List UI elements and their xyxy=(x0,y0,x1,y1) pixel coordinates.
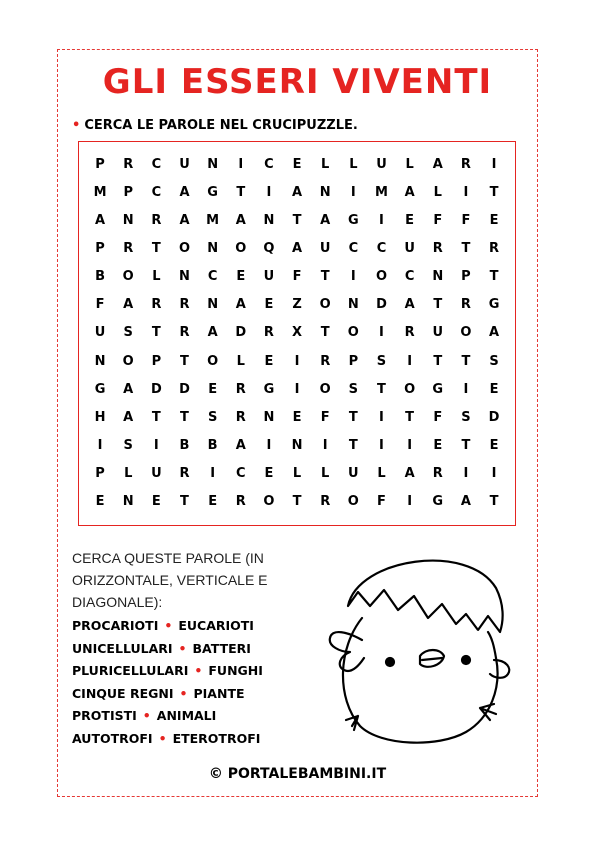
grid-cell: T xyxy=(180,494,189,510)
grid-cell: A xyxy=(235,437,246,453)
grid-cell: O xyxy=(122,269,134,285)
grid-cell: D xyxy=(150,381,162,397)
grid-cell: A xyxy=(489,325,500,341)
word-item: UNICELLULARI xyxy=(72,640,173,656)
grid-cell: N xyxy=(207,297,219,313)
word-list xyxy=(72,615,332,750)
grid-cell: B xyxy=(95,269,106,285)
grid-cell: I xyxy=(379,437,384,453)
grid-cell: R xyxy=(179,466,190,482)
grid-cell: G xyxy=(348,212,359,228)
grid-cell: N xyxy=(263,212,275,228)
grid-cell: R xyxy=(432,240,443,256)
grid-cell: O xyxy=(178,240,191,256)
grid-cell: A xyxy=(179,184,190,200)
grid-cell: F xyxy=(433,212,443,228)
grid-cell: B xyxy=(207,437,218,453)
grid-cell: A xyxy=(123,297,134,313)
word-list-row xyxy=(72,728,332,751)
grid-cell: T xyxy=(461,353,471,369)
word-item: PROCARIOTI xyxy=(72,618,159,633)
grid-cell: P xyxy=(151,353,162,369)
grid-cell: A xyxy=(123,381,134,397)
grid-cell: I xyxy=(379,212,384,228)
grid-cell: N xyxy=(179,269,190,285)
grid-cell: N xyxy=(263,409,275,425)
word-list-row xyxy=(72,615,332,638)
word-list-row xyxy=(72,638,332,661)
grid-cell: O xyxy=(235,240,247,256)
grid-cell: S xyxy=(123,325,133,341)
word-item: PLURICELLULARI xyxy=(72,663,189,678)
grid-cell: I xyxy=(97,437,103,453)
grid-cell: I xyxy=(379,325,384,341)
grid-cell: L xyxy=(377,466,386,482)
grid-cell: N xyxy=(432,269,444,285)
grid-cell: I xyxy=(407,353,413,369)
bullet-separator: • xyxy=(194,663,203,678)
grid-cell: U xyxy=(348,466,359,482)
grid-cell: N xyxy=(122,494,134,510)
word-item: BATTERI xyxy=(192,640,251,656)
grid-cell: T xyxy=(292,212,302,228)
instruction-text: CERCA LE PAROLE NEL CRUCIPUZZLE. xyxy=(84,118,358,133)
grid-cell: E xyxy=(405,212,415,228)
word-item: CINQUE REGNI xyxy=(72,685,174,701)
grid-cell: G xyxy=(207,184,218,200)
grid-cell: C xyxy=(151,184,162,200)
grid-cell: U xyxy=(94,325,106,341)
grid-cell: L xyxy=(321,466,330,482)
word-item: EUCARIOTI xyxy=(178,618,254,633)
grid-cell: E xyxy=(151,494,161,510)
grid-cell: G xyxy=(432,381,444,397)
grid-cell: T xyxy=(236,184,246,200)
grid-cell: R xyxy=(235,494,246,510)
grid-cell: C xyxy=(376,240,387,256)
grid-cell: U xyxy=(404,240,415,256)
grid-cell: T xyxy=(377,381,386,397)
grid-cell: T xyxy=(489,269,499,285)
grid-cell: Q xyxy=(263,240,275,256)
grid-cell: O xyxy=(319,381,331,397)
grid-cell: L xyxy=(405,156,414,172)
word-item: ANIMALI xyxy=(156,708,217,723)
grid-cell: T xyxy=(461,437,471,453)
grid-cell: I xyxy=(379,409,384,425)
grid-cell: U xyxy=(376,156,387,172)
word-item: ETEROTROFI xyxy=(172,730,261,746)
grid-cell: N xyxy=(291,437,303,453)
grid-cell: A xyxy=(95,212,106,228)
grid-cell: L xyxy=(433,184,442,200)
grid-cell: O xyxy=(263,494,275,510)
grid-cell: E xyxy=(433,437,443,453)
page-title: GLI ESSERI VIVENTI xyxy=(102,62,493,102)
grid-cell: R xyxy=(489,240,500,256)
grid-cell: A xyxy=(292,184,303,200)
grid-cell: O xyxy=(375,269,387,285)
grid-cell: I xyxy=(407,494,413,510)
grid-cell: U xyxy=(179,156,190,172)
grid-cell: I xyxy=(266,184,272,200)
grid-cell: E xyxy=(264,466,274,482)
grid-cell: P xyxy=(123,184,133,200)
grid-cell: R xyxy=(320,353,331,369)
grid-cell: T xyxy=(151,240,161,256)
grid-cell: L xyxy=(124,466,133,482)
grid-cell: G xyxy=(94,381,106,397)
grid-cell: E xyxy=(208,494,218,510)
grid-cell: O xyxy=(347,494,359,510)
grid-cell: T xyxy=(348,437,358,453)
grid-cell: A xyxy=(404,466,415,482)
grid-cell: T xyxy=(180,409,189,425)
grid-cell: R xyxy=(151,212,162,228)
grid-cell: M xyxy=(206,212,220,228)
grid-cell: E xyxy=(264,297,274,313)
grid-cell: F xyxy=(461,212,471,228)
grid-cell: M xyxy=(375,184,388,200)
grid-cell: E xyxy=(95,494,105,510)
bullet-separator: • xyxy=(158,730,167,746)
grid-cell: R xyxy=(404,325,415,341)
grid-cell: I xyxy=(350,184,356,200)
grid-cell: R xyxy=(123,156,134,172)
grid-cell: F xyxy=(320,409,330,425)
grid-cell: I xyxy=(210,466,216,482)
word-item: PROTISTI xyxy=(72,708,137,723)
grid-cell: E xyxy=(489,381,499,397)
grid-cell: F xyxy=(292,269,302,285)
grid-cell: S xyxy=(348,381,359,397)
word-list-row xyxy=(72,705,332,728)
grid-cell: R xyxy=(460,156,471,172)
grid-cell: T xyxy=(151,409,161,425)
instruction xyxy=(72,117,358,135)
grid-cell: U xyxy=(432,325,444,341)
grid-cell: P xyxy=(95,466,105,482)
grid-cell: A xyxy=(235,212,246,228)
grid-cell: E xyxy=(489,212,499,228)
grid-cell: T xyxy=(405,409,415,425)
grid-cell: D xyxy=(235,325,247,341)
bullet-separator: • xyxy=(142,708,151,723)
grid-cell: B xyxy=(179,437,190,453)
grid-cell: L xyxy=(321,156,330,172)
grid-cell: C xyxy=(348,240,359,256)
grid-cell: R xyxy=(460,297,471,313)
chick-in-egg-illustration xyxy=(318,548,518,748)
grid-cell: O xyxy=(207,353,219,369)
grid-cell: P xyxy=(461,269,471,285)
grid-cell: D xyxy=(179,381,190,397)
grid-cell: A xyxy=(292,240,303,256)
word-item: PIANTE xyxy=(193,685,245,701)
word-list-row xyxy=(72,683,332,706)
grid-cell: I xyxy=(350,269,356,285)
grid-cell: I xyxy=(294,381,300,397)
grid-cell: A xyxy=(404,184,415,200)
grid-cell: H xyxy=(94,409,106,425)
grid-cell: T xyxy=(489,494,499,510)
grid-cell: T xyxy=(433,353,443,369)
grid-cell: T xyxy=(433,297,443,313)
grid-cell: Z xyxy=(292,297,302,313)
word-item: FUNGHI xyxy=(208,663,263,678)
grid-cell: E xyxy=(264,353,274,369)
grid-cell: I xyxy=(266,437,272,453)
grid-cell: I xyxy=(463,466,469,482)
grid-cell: R xyxy=(179,297,190,313)
grid-cell: E xyxy=(292,409,302,425)
grid-cell: F xyxy=(95,297,105,313)
grid-cell: N xyxy=(207,240,219,256)
grid-cell: U xyxy=(263,269,275,285)
grid-cell: N xyxy=(319,184,331,200)
grid-cell: D xyxy=(488,409,500,425)
grid-cell: C xyxy=(264,156,274,172)
grid-cell: R xyxy=(235,409,246,425)
grid-cell: P xyxy=(348,353,359,369)
footer-credit: © PORTALEBAMBINI.IT xyxy=(208,766,387,782)
grid-cell: I xyxy=(322,437,328,453)
grid-cell: N xyxy=(347,297,359,313)
grid-cell: T xyxy=(320,325,330,341)
grid-cell: N xyxy=(122,212,134,228)
grid-cell: A xyxy=(207,325,218,341)
grid-cell: N xyxy=(207,156,219,172)
grid-cell: O xyxy=(319,297,331,313)
grid-cell: I xyxy=(153,437,159,453)
grid-cell: S xyxy=(123,437,133,453)
grid-cell: U xyxy=(151,466,162,482)
grid-cell: I xyxy=(407,437,413,453)
grid-cell: O xyxy=(404,381,416,397)
grid-cell: S xyxy=(461,409,471,425)
grid-cell: A xyxy=(404,297,415,313)
bullet-icon: • xyxy=(72,118,81,133)
grid-cell: G xyxy=(432,494,444,510)
grid-cell: I xyxy=(294,353,300,369)
grid-cell: T xyxy=(151,325,161,341)
grid-cell: O xyxy=(460,325,472,341)
bullet-separator: • xyxy=(179,685,188,701)
grid-cell: R xyxy=(179,325,190,341)
grid-cell: O xyxy=(347,325,359,341)
grid-cell: O xyxy=(122,353,134,369)
grid-cell: A xyxy=(179,212,190,228)
grid-cell: E xyxy=(208,381,218,397)
grid-cell: P xyxy=(95,156,105,172)
grid-cell: T xyxy=(461,240,471,256)
grid-cell: I xyxy=(463,184,469,200)
grid-cell: L xyxy=(292,466,302,482)
grid-cell: E xyxy=(292,156,302,172)
grid-cell: T xyxy=(489,184,499,200)
grid-cell: T xyxy=(180,353,189,369)
grid-cell: A xyxy=(123,409,134,425)
grid-cell: E xyxy=(489,437,499,453)
word-search-grid xyxy=(86,150,508,516)
grid-cell: N xyxy=(94,353,106,369)
grid-cell: I xyxy=(463,381,469,397)
grid-cell: I xyxy=(491,466,497,482)
grid-cell: L xyxy=(152,269,161,285)
grid-cell: T xyxy=(348,409,358,425)
grid-cell: F xyxy=(433,409,443,425)
grid-cell: S xyxy=(207,409,218,425)
grid-cell: A xyxy=(432,156,443,172)
bullet-separator: • xyxy=(164,618,173,633)
grid-cell: G xyxy=(488,297,500,313)
grid-cell: S xyxy=(376,353,387,369)
grid-cell: R xyxy=(320,494,331,510)
grid-cell: X xyxy=(292,325,303,341)
grid-cell: C xyxy=(151,156,162,172)
grid-cell: T xyxy=(292,494,302,510)
grid-cell: R xyxy=(123,240,134,256)
grid-cell: I xyxy=(238,156,244,172)
grid-cell: D xyxy=(376,297,387,313)
grid-cell: A xyxy=(460,494,471,510)
grid-cell: A xyxy=(235,297,246,313)
grid-cell: L xyxy=(236,353,245,369)
word-list-row xyxy=(72,660,332,683)
grid-cell: T xyxy=(320,269,330,285)
grid-cell: G xyxy=(263,381,275,397)
grid-cell: C xyxy=(236,466,246,482)
grid-cell: R xyxy=(432,466,443,482)
grid-cell: C xyxy=(207,269,218,285)
grid-cell: R xyxy=(151,297,162,313)
grid-cell: A xyxy=(320,212,331,228)
grid-cell: I xyxy=(491,156,497,172)
grid-cell: M xyxy=(93,184,107,200)
grid-cell: R xyxy=(263,325,274,341)
words-intro: CERCA QUESTE PAROLE (IN ORIZZONTALE, VERTICALE E DIAGONALE): xyxy=(72,550,268,610)
grid-cell: P xyxy=(95,240,105,256)
bullet-separator: • xyxy=(178,640,187,656)
grid-cell: R xyxy=(235,381,246,397)
grid-cell: E xyxy=(236,269,246,285)
grid-cell: L xyxy=(349,156,358,172)
grid-cell: C xyxy=(404,269,415,285)
grid-cell: U xyxy=(319,240,331,256)
grid-cell: F xyxy=(377,494,386,510)
grid-cell: S xyxy=(489,353,499,369)
word-item: AUTOTROFI xyxy=(72,730,153,746)
